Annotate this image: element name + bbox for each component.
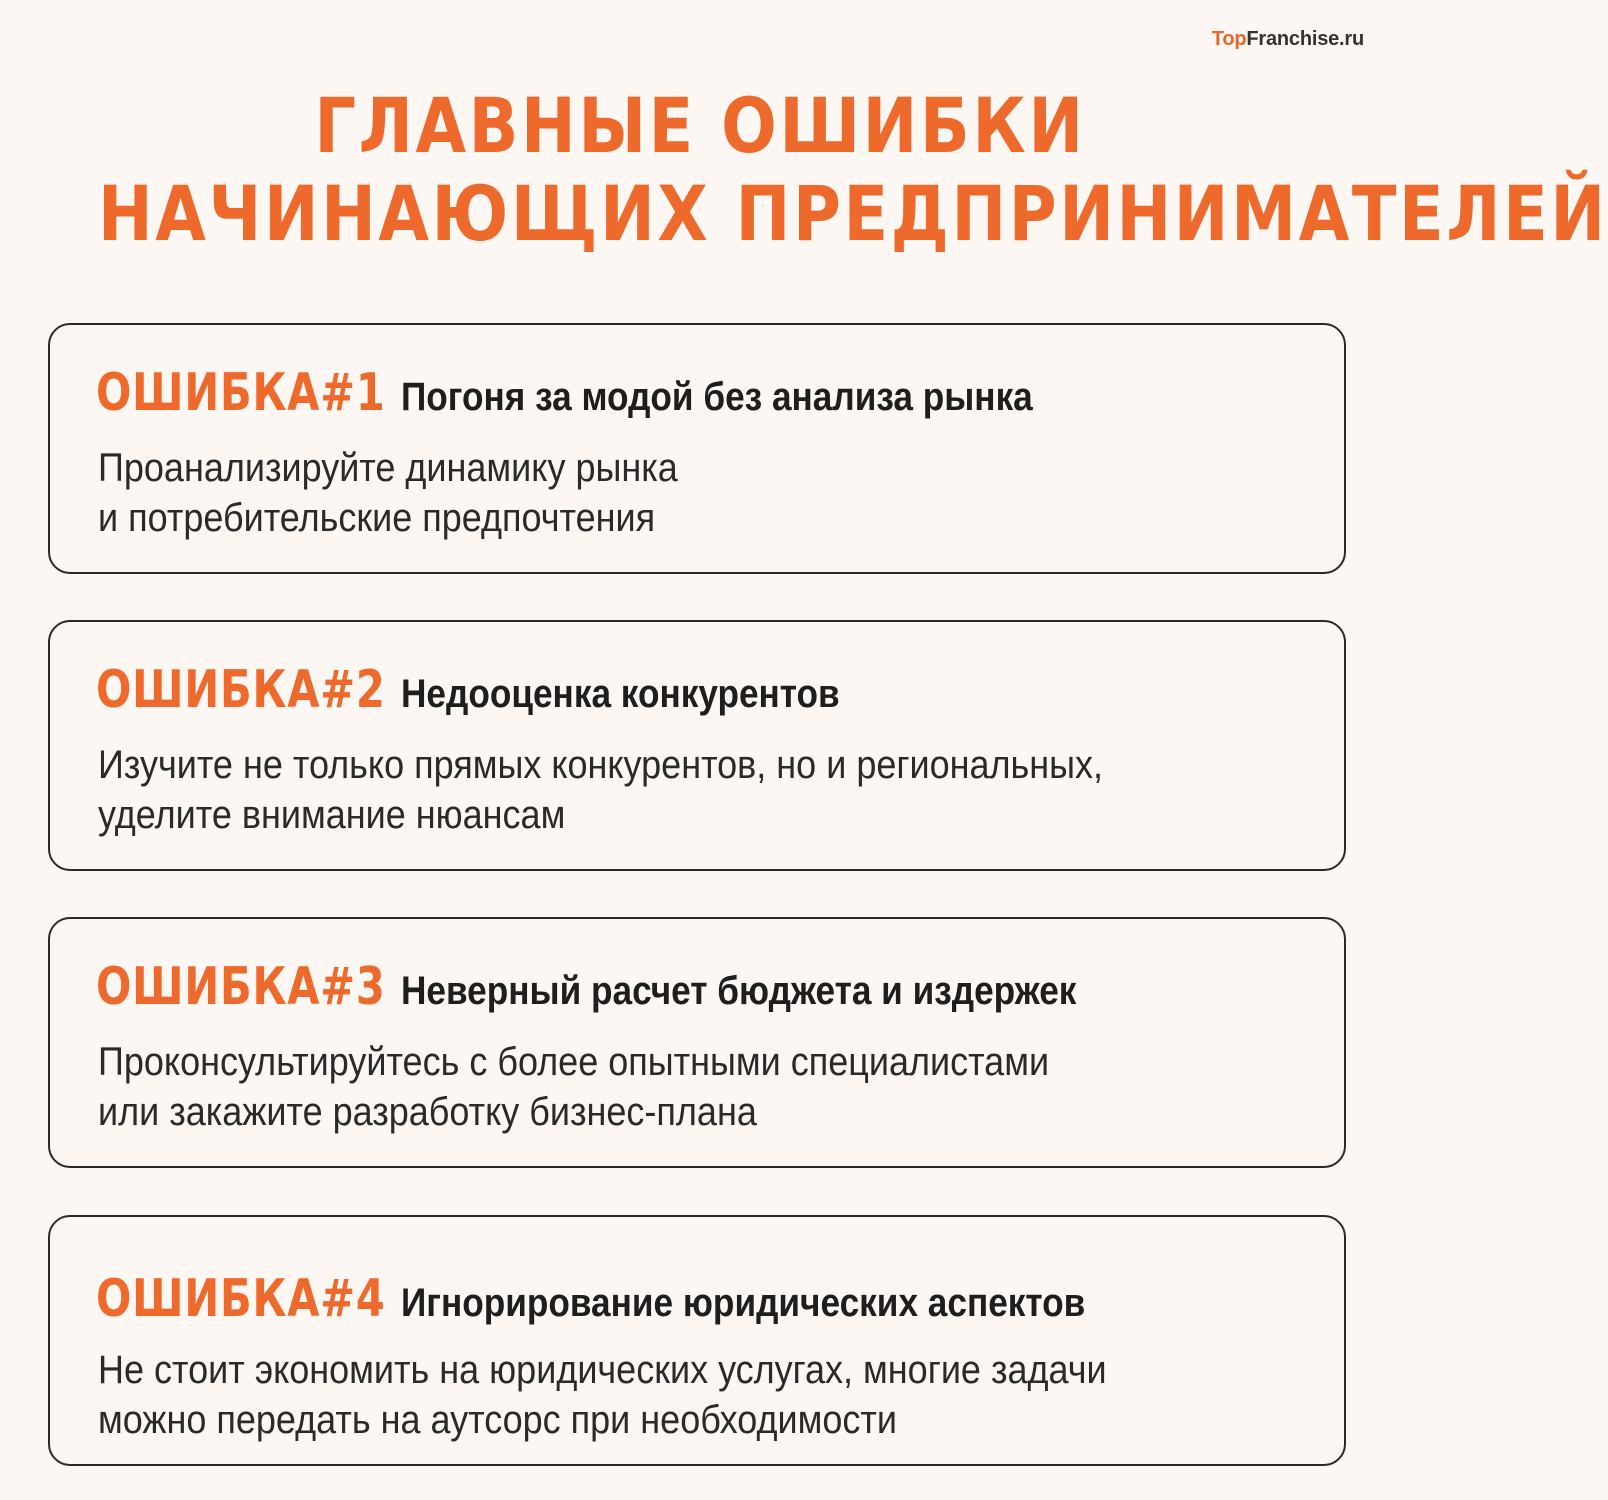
mistake-card-header xyxy=(96,957,1168,1017)
brand-logo xyxy=(1212,28,1364,51)
mistake-title: Неверный расчет бюджета и издержек xyxy=(401,969,1077,1013)
mistake-card-3 xyxy=(48,917,1346,1168)
mistake-advice-line: или закажите разработку бизнес-плана xyxy=(98,1090,757,1134)
mistake-card-2 xyxy=(48,620,1346,871)
mistake-label: ОШИБКА#3 xyxy=(96,957,386,1017)
mistake-advice-line: Проконсультируйтесь с более опытными специалистами xyxy=(98,1040,1050,1084)
mistake-advice-line: Изучите не только прямых конкурентов, но и региональных, xyxy=(98,743,1104,787)
mistake-card-header xyxy=(96,1269,1179,1329)
mistake-advice xyxy=(98,1345,1298,1445)
mistake-advice xyxy=(98,443,1298,543)
mistake-advice-line: и потребительские предпочтения xyxy=(98,496,656,540)
mistake-advice-line: уделите внимание нюансам xyxy=(98,793,566,837)
mistake-card-header xyxy=(96,660,900,720)
mistake-card-4 xyxy=(48,1215,1346,1466)
page-title xyxy=(98,81,1608,258)
mistake-advice xyxy=(98,740,1298,840)
mistake-title: Недооценка конкурентов xyxy=(401,672,840,716)
mistake-advice-line: можно передать на аутсорс при необходимости xyxy=(98,1398,897,1442)
mistake-advice-line: Проанализируйте динамику рынка xyxy=(98,446,678,490)
page-title-line-2: НАЧИНАЮЩИХ ПРЕДПРИНИМАТЕЛЕЙ xyxy=(98,169,1608,258)
mistake-title: Игнорирование юридических аспектов xyxy=(401,1281,1086,1325)
brand-logo-top: Top xyxy=(1211,28,1247,50)
mistake-label: ОШИБКА#1 xyxy=(96,363,386,423)
mistake-card-header xyxy=(96,363,1119,423)
mistake-label: ОШИБКА#4 xyxy=(96,1269,386,1329)
mistake-advice xyxy=(98,1037,1298,1137)
mistake-card-1 xyxy=(48,323,1346,574)
mistake-advice-line: Не стоит экономить на юридических услугах, многие задачи xyxy=(98,1348,1107,1392)
page-title-line-1: ГЛАВНЫЕ ОШИБКИ xyxy=(314,81,1086,170)
mistake-title: Погоня за модой без анализа рынка xyxy=(401,375,1033,419)
brand-logo-rest: Franchise.ru xyxy=(1246,28,1364,50)
mistake-label: ОШИБКА#2 xyxy=(96,660,386,720)
